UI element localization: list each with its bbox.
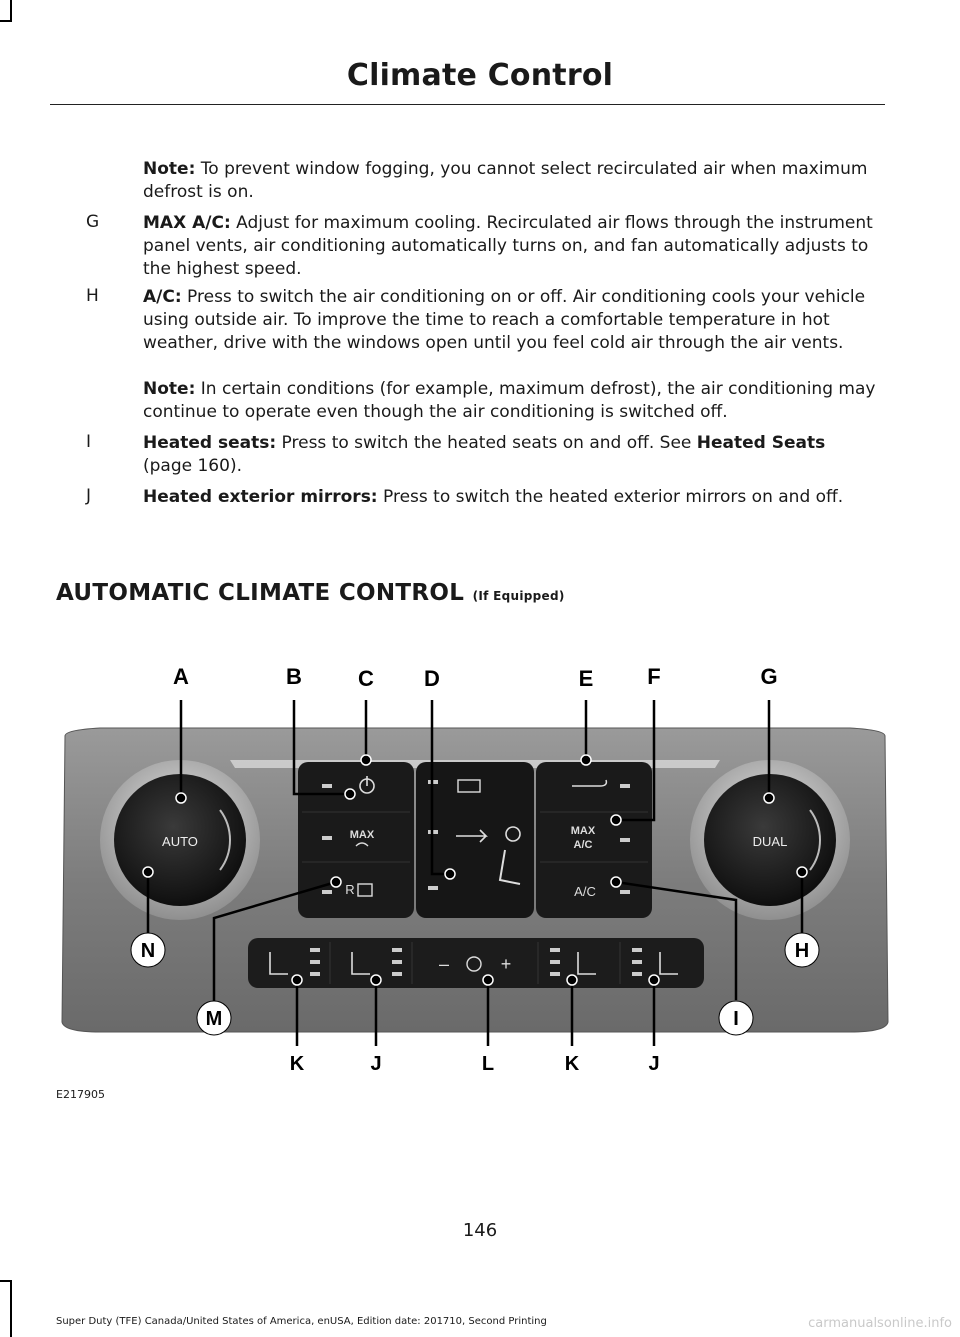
watermark: carmanualsonline.info bbox=[808, 1316, 952, 1331]
entry-heated-seats bbox=[143, 432, 878, 478]
crop-mark bbox=[0, 20, 12, 22]
note-fogging bbox=[143, 158, 878, 204]
climate-control-illustration bbox=[60, 640, 890, 1100]
entry-label-h: H bbox=[86, 286, 99, 306]
callout-c: C bbox=[358, 666, 374, 691]
indicator bbox=[620, 838, 630, 842]
entry-term: Heated seats: bbox=[143, 433, 277, 453]
max-defrost-label[interactable]: MAX bbox=[349, 829, 375, 841]
edition-footer: Super Duty (TFE) Canada/United States of America, enUSA, Edition date: 201710, Second Printing bbox=[56, 1316, 547, 1327]
auto-label[interactable]: AUTO bbox=[162, 834, 198, 849]
crop-mark bbox=[10, 0, 12, 22]
fan-plus-label[interactable]: + bbox=[500, 954, 512, 974]
page-number: 146 bbox=[462, 1220, 498, 1241]
entry-body: Press to switch the heated exterior mirrors on and off. bbox=[377, 487, 844, 507]
entry-term: A/C: bbox=[143, 287, 182, 307]
entry-label-i: I bbox=[86, 432, 92, 452]
indicator bbox=[322, 784, 332, 788]
figure-id: E217905 bbox=[56, 1088, 105, 1101]
entry-page-ref: (page 160). bbox=[143, 456, 242, 476]
entry-max-ac bbox=[143, 212, 878, 281]
indicator bbox=[620, 784, 630, 788]
callout-m: M bbox=[205, 1008, 223, 1030]
entry-term: Note: bbox=[143, 379, 196, 399]
indicator bbox=[620, 890, 630, 894]
title-rule bbox=[50, 104, 885, 105]
fan-minus-label[interactable]: – bbox=[438, 954, 450, 974]
callout-j-left: J bbox=[370, 1053, 382, 1075]
entry-body: In certain conditions (for example, maximum defrost), the air conditioning may continue to operate even though the air conditioning is switched off. bbox=[143, 379, 876, 422]
note-ac-continue bbox=[143, 378, 878, 424]
indicator bbox=[322, 836, 332, 840]
callout-b: B bbox=[286, 664, 302, 689]
entry-term: MAX A/C: bbox=[143, 213, 231, 233]
indicator bbox=[428, 886, 438, 890]
callout-k-left: K bbox=[289, 1053, 305, 1075]
callout-f: F bbox=[647, 664, 661, 689]
callout-a: A bbox=[173, 664, 189, 689]
section-heading-text: AUTOMATIC CLIMATE CONTROL bbox=[56, 580, 465, 606]
indicator bbox=[322, 890, 332, 894]
page-title: Climate Control bbox=[346, 58, 614, 93]
section-qualifier: (If Equipped) bbox=[472, 589, 565, 603]
callout-e: E bbox=[578, 666, 594, 691]
callout-j-right: J bbox=[648, 1053, 660, 1075]
recirc-label[interactable]: R bbox=[345, 882, 355, 897]
entry-term: Heated exterior mirrors: bbox=[143, 487, 378, 507]
entry-heated-mirrors bbox=[143, 486, 878, 509]
callout-l: L bbox=[481, 1053, 495, 1075]
entry-body: Press to switch the air conditioning on or off. Air conditioning cools your vehicle using outside air. To improve the time to reach a comfortable temperature in hot weather, drive with the windows open until you feel cold air through the air vents. bbox=[143, 287, 866, 353]
entry-label-g: G bbox=[86, 212, 100, 232]
callout-g: G bbox=[760, 664, 778, 689]
callout-n: N bbox=[140, 940, 156, 962]
crop-mark bbox=[0, 1280, 12, 1282]
max-ac-sublabel[interactable]: A/C bbox=[573, 839, 593, 851]
entry-body: Adjust for maximum cooling. Recirculated air flows through the instrument panel vents, air conditioning automatically turns on, and fan automatically adjusts to the highest speed. bbox=[143, 213, 873, 279]
max-ac-label[interactable]: MAX bbox=[570, 825, 596, 837]
entry-ac bbox=[143, 286, 878, 355]
entry-body: Press to switch the heated seats on and off. See bbox=[276, 433, 697, 453]
callout-d: D bbox=[424, 666, 440, 691]
entry-term: Note: bbox=[143, 159, 196, 179]
callout-h: H bbox=[794, 940, 810, 962]
section-heading bbox=[56, 580, 565, 606]
callout-k-right: K bbox=[564, 1053, 580, 1075]
entry-body: To prevent window fogging, you cannot select recirculated air when maximum defrost is on. bbox=[143, 159, 868, 202]
cross-reference-link[interactable]: Heated Seats bbox=[696, 433, 826, 453]
crop-mark bbox=[10, 1280, 12, 1337]
entry-label-j: J bbox=[86, 486, 92, 506]
dual-label[interactable]: DUAL bbox=[752, 834, 788, 849]
callout-i: I bbox=[733, 1008, 739, 1030]
ac-label[interactable]: A/C bbox=[574, 884, 596, 899]
